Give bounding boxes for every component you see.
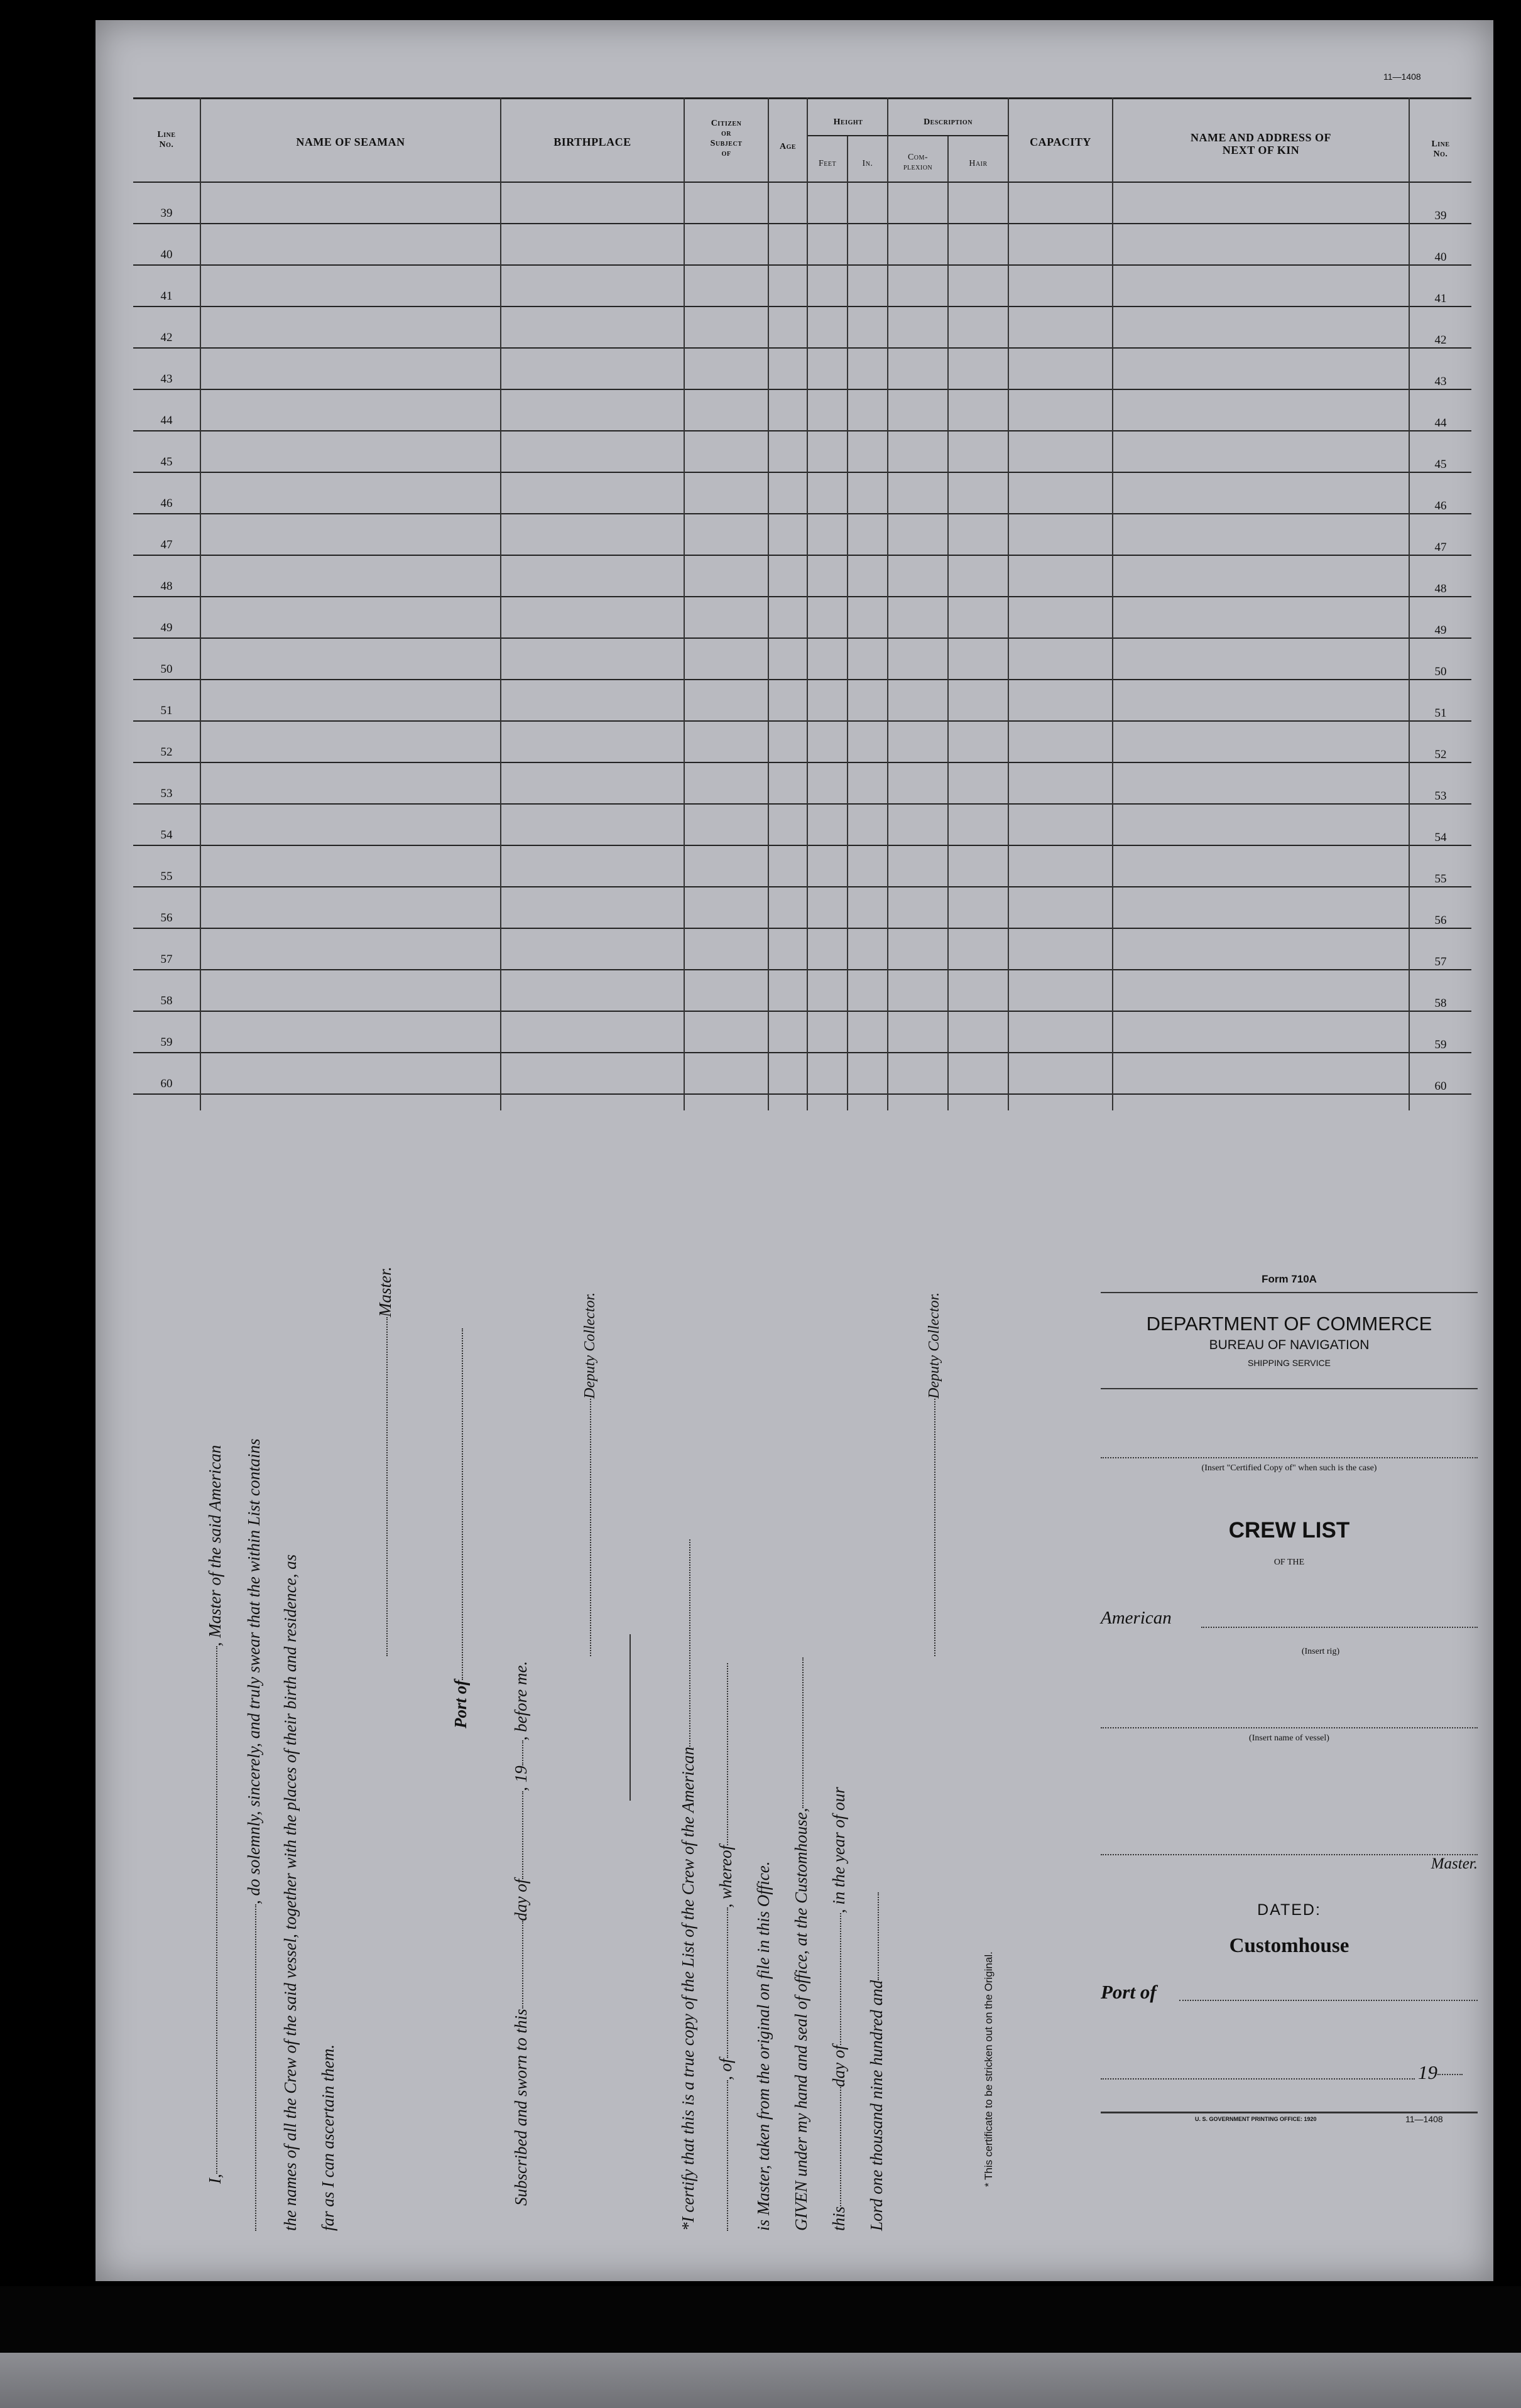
row-rule (133, 389, 1471, 390)
row-number-left: 54 (160, 828, 173, 842)
row-number-right: 54 (1434, 831, 1447, 844)
row-rule (133, 264, 1471, 266)
certify-line-5: thisday of, in the year of our (829, 1787, 848, 2231)
row-number-right: 42 (1434, 334, 1447, 347)
deputy-collector-line-1: Deputy Collector. (579, 1293, 599, 1656)
row-number-left: 40 (160, 248, 173, 261)
header-inches: In. (862, 159, 873, 168)
master-label: Master. (1431, 1855, 1478, 1872)
insert-rig-hint: (Insert rig) (1301, 1647, 1340, 1656)
bureau-title: BUREAU OF NAVIGATION (1209, 1338, 1370, 1352)
cover-bottom-rule (1101, 2112, 1478, 2113)
oath-line-2: , do solemnly, sincerely, and truly swear that the within List contains (244, 1439, 264, 2231)
header-age: Age (779, 142, 797, 151)
col-rule (887, 97, 888, 1110)
row-number-right: 53 (1434, 789, 1447, 803)
vessel-name-line (1101, 1727, 1478, 1728)
row-number-left: 47 (160, 538, 173, 551)
certify-line-4: GIVEN under my hand and seal of office, at the Customhouse, (792, 1657, 811, 2231)
certificate-footnote: * This certificate to be stricken out on the Original. (983, 1951, 995, 2187)
row-number-left: 50 (160, 663, 173, 676)
row-number-right: 60 (1434, 1080, 1447, 1093)
row-number-left: 43 (160, 372, 173, 386)
row-rule (133, 306, 1471, 307)
row-number-left: 44 (160, 414, 173, 427)
row-number-left: 56 (160, 911, 173, 925)
cover-rule (1101, 1388, 1478, 1389)
port-of-label: Port of (1101, 1981, 1157, 2003)
row-rule (133, 720, 1471, 722)
row-number-left: 52 (160, 746, 173, 759)
row-number-right: 55 (1434, 872, 1447, 886)
printing-office: U. S. GOVERNMENT PRINTING OFFICE: 1920 (1195, 2116, 1317, 2122)
row-rule (133, 637, 1471, 639)
col-rule (200, 97, 201, 1110)
row-number-left: 58 (160, 994, 173, 1007)
header-name-of-seaman: NAME OF SEAMAN (296, 136, 405, 148)
certify-line-1: *I certify that this is a true copy of the List of the Crew of the American (679, 1539, 698, 2231)
row-rule (133, 430, 1471, 431)
row-number-left: 53 (160, 787, 173, 800)
row-number-left: 51 (160, 704, 173, 717)
col-rule (1409, 97, 1410, 1110)
crew-list-sheet (95, 20, 1493, 2281)
divider-rule (630, 1634, 631, 1801)
row-number-left: 60 (160, 1077, 173, 1090)
row-rule (133, 1011, 1471, 1012)
row-rule (133, 347, 1471, 349)
customhouse-label: Customhouse (1229, 1934, 1349, 1957)
row-rule (133, 223, 1471, 224)
row-rule (133, 969, 1471, 970)
oath-line-4: far as I can ascertain them. (319, 2044, 337, 2231)
row-number-right: 52 (1434, 748, 1447, 761)
row-number-left: 46 (160, 497, 173, 510)
header-hair: Hair (969, 159, 988, 168)
row-rule (133, 513, 1471, 514)
row-rule (133, 1093, 1471, 1095)
row-rule (133, 886, 1471, 887)
oath-line-1: I,, Master of the said American (205, 1445, 224, 2184)
row-number-right: 43 (1434, 375, 1447, 388)
row-number-left: 57 (160, 953, 173, 966)
form-number: Form 710A (1262, 1273, 1317, 1285)
row-number-left: 42 (160, 331, 173, 344)
oath-line-3: the names of all the Crew of the said vessel, together with the places of their birth and residence, as (281, 1554, 300, 2231)
date-line (1101, 2078, 1415, 2080)
deputy-collector-line-2: Deputy Collector. (924, 1293, 943, 1656)
form-code-top: 11—1408 (1383, 72, 1421, 82)
cover-rule (1101, 1292, 1478, 1293)
dated-label: DATED: (1257, 1901, 1321, 1919)
header-line-no-right: Line No. (1431, 139, 1450, 159)
row-number-right: 41 (1434, 292, 1447, 305)
col-rule (847, 136, 848, 1110)
row-number-left: 59 (160, 1036, 173, 1049)
col-rule (947, 136, 949, 1110)
port-of-line: Port of (451, 1328, 471, 1728)
row-number-left: 55 (160, 870, 173, 883)
row-number-right: 39 (1434, 209, 1447, 222)
row-number-right: 40 (1434, 251, 1447, 264)
row-number-right: 44 (1434, 416, 1447, 430)
col-rule (1112, 97, 1113, 1110)
col-rule (1008, 97, 1009, 1110)
row-number-left: 39 (160, 207, 173, 220)
row-number-right: 47 (1434, 541, 1447, 554)
row-number-right: 48 (1434, 582, 1447, 595)
rig-line (1201, 1627, 1478, 1628)
row-number-right: 58 (1434, 997, 1447, 1010)
row-rule (133, 679, 1471, 680)
header-complexion: Com- plexion (903, 153, 933, 172)
header-next-of-kin: NAME AND ADDRESS OF NEXT OF KIN (1190, 131, 1332, 156)
row-rule (133, 555, 1471, 556)
header-bottom-rule (133, 182, 1471, 183)
row-number-left: 45 (160, 455, 173, 469)
american-label: American (1101, 1608, 1172, 1628)
crew-table (133, 80, 1471, 1091)
row-number-left: 48 (160, 580, 173, 593)
certify-line-3: is Master, taken from the original on file in this Office. (754, 1861, 773, 2231)
subscribed-line: Subscribed and sworn to thisday of, 19, before me. (511, 1661, 530, 2206)
row-rule (133, 596, 1471, 597)
cover-form-code: 11—1408 (1405, 2114, 1443, 2124)
col-rule (684, 97, 685, 1110)
row-rule (133, 845, 1471, 846)
master-signature-line: Master. (376, 1267, 395, 1656)
row-rule (133, 472, 1471, 473)
port-line (1179, 2000, 1478, 2001)
row-number-right: 50 (1434, 665, 1447, 678)
header-citizen: Citizen or Subject of (710, 119, 743, 158)
scan-edge-strip (0, 2353, 1521, 2408)
header-height: Height (833, 117, 863, 127)
certified-copy-line (1101, 1457, 1478, 1458)
insert-certified-hint: (Insert "Certified Copy of" when such is the case) (1201, 1463, 1377, 1473)
year-label: 19 (1418, 2061, 1463, 2084)
crew-list-title: CREW LIST (1228, 1518, 1350, 1543)
row-number-right: 49 (1434, 624, 1447, 637)
table-top-rule (133, 97, 1471, 99)
row-number-left: 41 (160, 290, 173, 303)
row-number-right: 46 (1434, 499, 1447, 513)
header-feet: Feet (818, 159, 837, 168)
row-number-right: 56 (1434, 914, 1447, 927)
row-number-right: 51 (1434, 707, 1447, 720)
height-desc-subrule (808, 135, 1008, 136)
of-the-label: OF THE (1273, 1558, 1305, 1567)
row-number-right: 45 (1434, 458, 1447, 471)
header-line-no-left: Line No. (157, 130, 176, 149)
row-rule (133, 928, 1471, 929)
header-description: Description (924, 117, 973, 127)
row-rule (133, 1052, 1471, 1053)
row-number-left: 49 (160, 621, 173, 634)
insert-vessel-hint: (Insert name of vessel) (1249, 1733, 1329, 1743)
department-title: DEPARTMENT OF COMMERCE (1146, 1313, 1432, 1335)
row-rule (133, 762, 1471, 763)
col-rule (768, 97, 769, 1110)
col-rule (807, 97, 808, 1110)
header-birthplace: BIRTHPLACE (553, 136, 631, 148)
service-title: SHIPPING SERVICE (1247, 1358, 1331, 1368)
row-number-right: 57 (1434, 955, 1447, 968)
certify-line-2: , of, whereof (716, 1663, 736, 2231)
row-number-right: 59 (1434, 1038, 1447, 1051)
header-capacity: CAPACITY (1030, 136, 1091, 148)
col-rule (500, 97, 501, 1110)
row-rule (133, 803, 1471, 805)
certify-line-6: Lord one thousand nine hundred and (867, 1892, 886, 2231)
